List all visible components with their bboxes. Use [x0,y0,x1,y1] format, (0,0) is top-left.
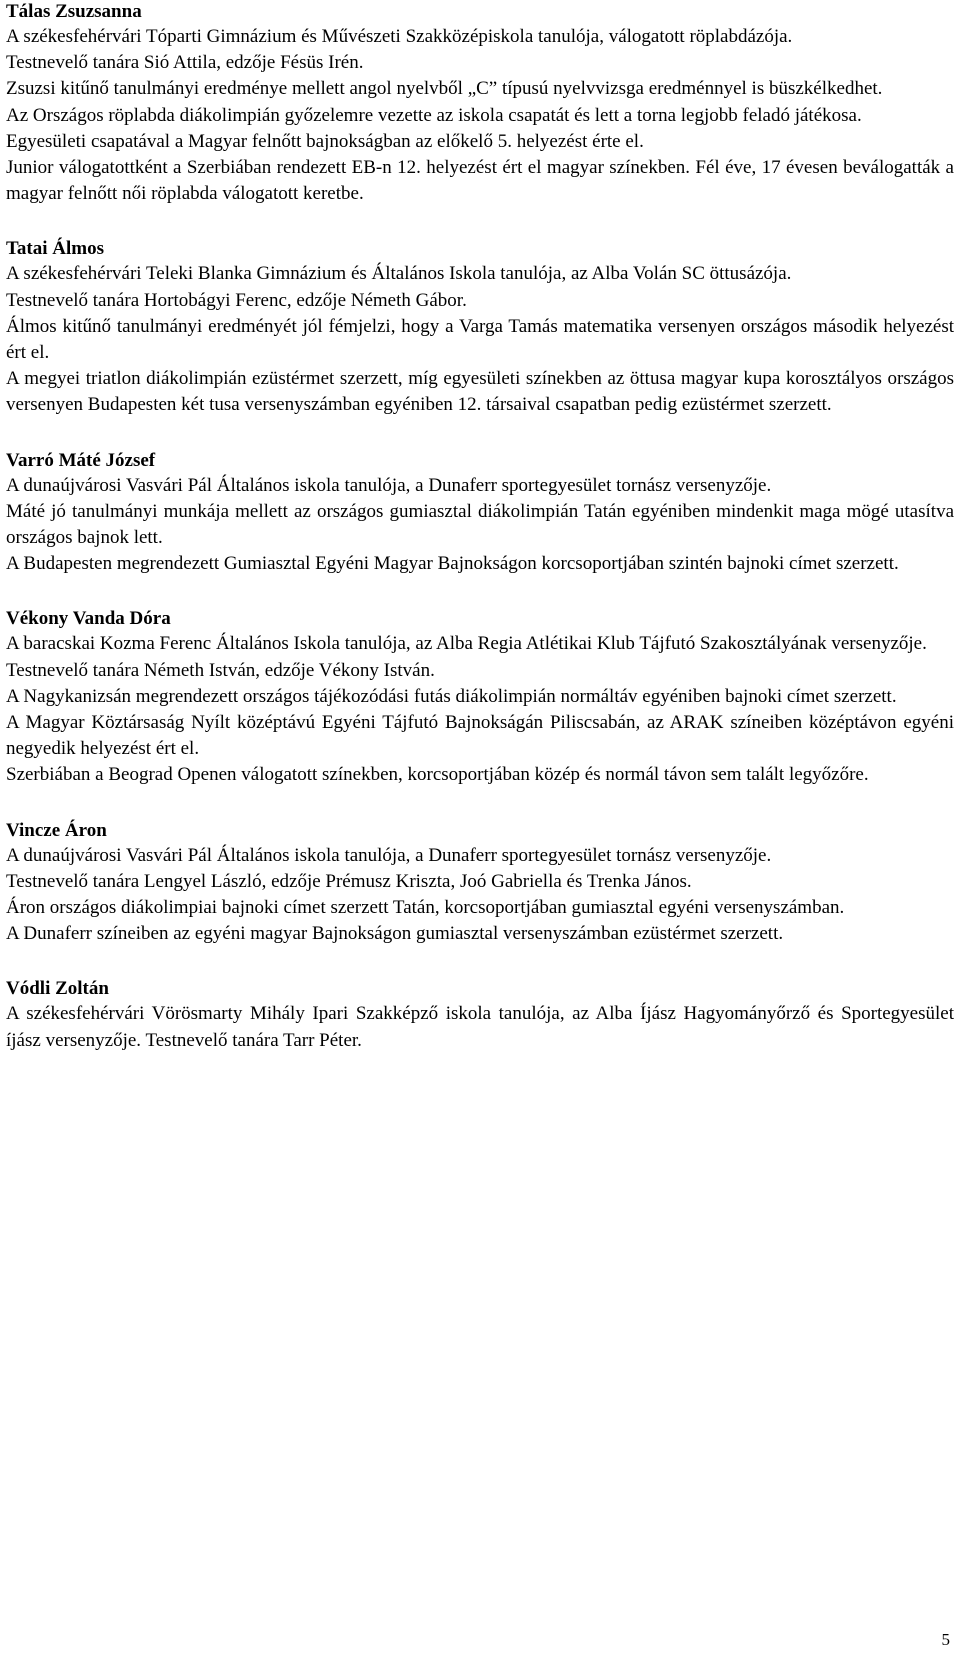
profile-name: Tatai Álmos [6,238,105,260]
document-page [6,0,954,1054]
profile-paragraph: Az Országos röplabda diákolimpián győzelemre vezette az iskola csapatát és lett a torna legjobb feladó játékosa. [6,104,862,126]
profile-paragraph: A dunaújvárosi Vasvári Pál Általános iskola tanulója, a Dunaferr sportegyesület tornász versenyzője. [6,474,772,496]
profile-entry [6,0,954,207]
profile-paragraph: A székesfehérvári Teleki Blanka Gimnázium és Általános Iskola tanulója, az Alba Volán SC öttusázója. [6,263,792,285]
profile-paragraph: A Dunaferr színeiben az egyéni magyar Bajnokságon gumiasztal versenyszámban ezüstérmet szerzett. [6,923,784,945]
profile-name: Vódli Zoltán [6,978,109,1000]
profile-paragraph: A baracskai Kozma Ferenc Általános Iskola tanulója, az Alba Regia Atlétikai Klub Tájfutó Szakosztályának versenyzője. [6,633,927,655]
profile-paragraph: A székesfehérvári Tóparti Gimnázium és Művészeti Szakközépiskola tanulója, válogatott röplabdázója. [6,26,793,47]
profile-paragraph: Egyesületi csapatával a Magyar felnőtt bajnokságban az előkelő 5. helyezést érte el. [6,130,644,152]
profile-paragraph: Testnevelő tanára Lengyel László, edzője Prémusz Kriszta, Joó Gabriella és Trenka János. [6,870,692,892]
profile-paragraph: Testnevelő tanára Németh István, edzője Vékony István. [6,659,435,681]
profile-name: Varró Máté József [6,449,156,471]
profile-paragraph: A megyei triatlon diákolimpián ezüstérmet szerzett, míg egyesületi színekben az öttusa magyar kupa korosztályos országos versenyen Budapesten két tusa versenyszámban egyéniben 12. társaival csapatban pedig ezüstérmet szerzett. [6,368,954,416]
profile-name: Tálas Zsuzsanna [6,1,142,22]
profile-paragraph: Testnevelő tanára Sió Attila, edzője Fésüs Irén. [6,52,364,74]
profile-paragraph: Szerbiában a Beograd Openen válogatott színekben, korcsoportjában közép és normál távon sem talált legyőzőre. [6,764,869,786]
profile-entry [6,819,954,948]
profile-paragraph: Testnevelő tanára Hortobágyi Ferenc, edzője Németh Gábor. [6,289,467,311]
profile-paragraph: A székesfehérvári Vörösmarty Mihály Ipari Szakképző iskola tanulója, az Alba Íjász Hagyományőrző és Sportegyesület íjász versenyzője. Testnevelő tanára Tarr Péter. [6,1003,954,1051]
profile-entry [6,977,954,1053]
profile-paragraph: A dunaújvárosi Vasvári Pál Általános iskola tanulója, a Dunaferr sportegyesület tornász versenyzője. [6,844,772,866]
profile-name: Vincze Áron [6,819,107,841]
profile-paragraph: A Nagykanizsán megrendezett országos tájékozódási futás diákolimpián normáltáv egyéniben bajnoki címet szerzett. [6,685,897,707]
profile-paragraph: Álmos kitűnő tanulmányi eredményét jól fémjelzi, hogy a Varga Tamás matematika versenyen országos második helyezést ért el. [6,315,954,364]
profile-entry [6,607,954,788]
profile-entry [6,237,954,418]
profile-paragraph: A Magyar Köztársaság Nyílt középtávú Egyéni Tájfutó Bajnokságán Piliscsabán, az ARAK színeiben középtávon egyéni negyedik helyezést ért el. [6,712,954,760]
profile-paragraph: Áron országos diákolimpiai bajnoki címet szerzett Tatán, korcsoportjában gumiasztal egyéni versenyszámban. [6,897,845,919]
profile-name: Vékony Vanda Dóra [6,608,171,630]
profile-paragraph: Zsuzsi kitűnő tanulmányi eredménye mellett angol nyelvből „C” típusú nyelvvizsga eredménnyel is büszkélkedhet. [6,78,883,100]
profile-paragraph: A Budapesten megrendezett Gumiasztal Egyéni Magyar Bajnokságon korcsoportjában szintén bajnoki címet szerzett. [6,553,899,575]
profile-entry [6,449,954,578]
profile-paragraph: Máté jó tanulmányi munkája mellett az országos gumiasztal diákolimpián Tatán egyéniben mindenkit maga mögé utasítva országos bajnok lett. [6,500,954,549]
profile-paragraph: Junior válogatottként a Szerbiában rendezett EB-n 12. helyezést ért el magyar színekben. Fél éve, 17 évesen beválogatták a magyar felnőtt női röplabda válogatott keretbe. [6,157,954,205]
page-number: 5 [941,1630,950,1649]
